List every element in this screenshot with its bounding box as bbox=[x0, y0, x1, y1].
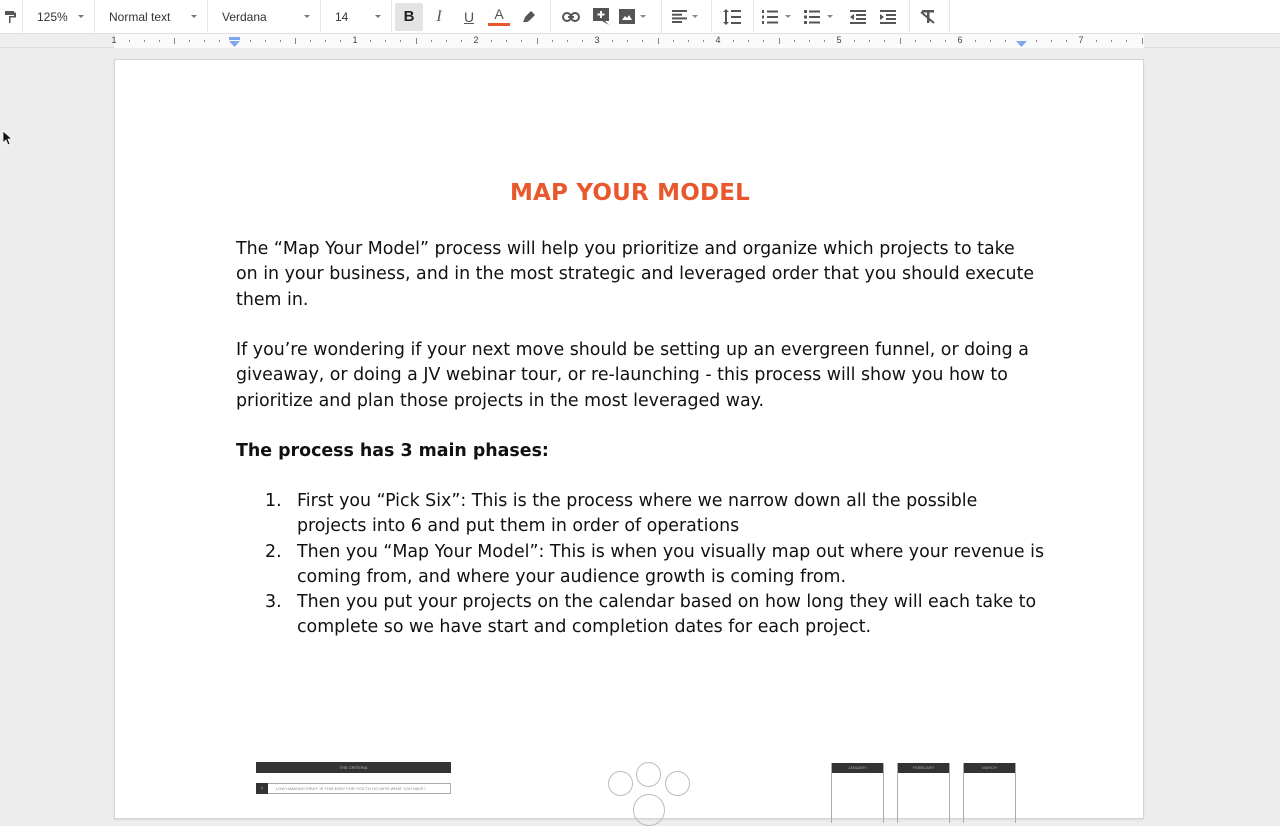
calendar-month: JANUARY bbox=[832, 763, 883, 773]
ruler-tick bbox=[1066, 40, 1067, 42]
ruler-label: 5 bbox=[836, 35, 842, 45]
ruler-tick bbox=[673, 40, 674, 42]
ruler-tick bbox=[174, 38, 175, 44]
criteria-header: THE CRITERIA bbox=[256, 762, 451, 773]
link-icon bbox=[562, 12, 580, 22]
chevron-down-icon bbox=[191, 15, 197, 18]
ruler-tick bbox=[990, 40, 991, 42]
toolbar bbox=[0, 0, 1280, 34]
ruler-tick bbox=[491, 40, 492, 42]
insert-link-button[interactable] bbox=[557, 3, 585, 31]
ruler-tick bbox=[400, 40, 401, 42]
chevron-down-icon bbox=[827, 15, 833, 18]
clear-formatting-icon bbox=[920, 10, 936, 24]
ruler-tick bbox=[612, 40, 613, 42]
chevron-down-icon bbox=[785, 15, 791, 18]
paint-roller-icon bbox=[5, 10, 17, 24]
list-number: 3. bbox=[265, 592, 282, 613]
list-text: Then you put your projects on the calendar based on how long they will each take to complete so we have start and completion dates for each project. bbox=[297, 592, 1037, 638]
add-comment-icon bbox=[593, 8, 609, 25]
ruler-tick bbox=[900, 38, 901, 44]
decrease-indent-icon bbox=[850, 10, 866, 24]
clear-formatting-button[interactable] bbox=[914, 3, 942, 31]
ruler-tick bbox=[1036, 40, 1037, 42]
ruler-label: 4 bbox=[715, 35, 721, 45]
font-value: Verdana bbox=[222, 9, 267, 24]
ruler-tick bbox=[537, 38, 538, 44]
circle-shape bbox=[665, 771, 690, 796]
ruler-tick bbox=[431, 40, 432, 42]
ruler-tick bbox=[854, 40, 855, 42]
separator bbox=[949, 0, 950, 34]
ruler-tick bbox=[385, 40, 386, 42]
ruler-tick bbox=[1096, 40, 1097, 42]
ruler-tick bbox=[325, 40, 326, 42]
ruler-tick bbox=[1005, 40, 1006, 42]
insert-image-icon bbox=[619, 9, 635, 24]
chevron-down-icon bbox=[640, 15, 646, 18]
ruler-tick bbox=[310, 40, 311, 42]
decrease-indent-button[interactable] bbox=[844, 3, 872, 31]
ruler-tick bbox=[930, 40, 931, 42]
ruler-tick bbox=[884, 40, 885, 42]
right-indent-marker[interactable] bbox=[1016, 38, 1027, 48]
list-number: 2. bbox=[265, 541, 282, 562]
separator bbox=[711, 0, 712, 34]
ruler-tick bbox=[461, 40, 462, 42]
increase-indent-button[interactable] bbox=[874, 3, 902, 31]
ruler-tick bbox=[733, 40, 734, 42]
line-spacing-button[interactable] bbox=[718, 3, 746, 31]
ruler-tick bbox=[159, 40, 160, 42]
ruler-tick bbox=[794, 40, 795, 42]
ruler-tick bbox=[506, 40, 507, 42]
document-canvas bbox=[0, 49, 1280, 800]
ruler-label: 2 bbox=[473, 35, 479, 45]
list-item bbox=[265, 590, 1045, 641]
bulleted-list-icon bbox=[804, 10, 820, 24]
ruler-tick bbox=[703, 40, 704, 42]
list-item bbox=[265, 489, 1045, 540]
ruler-tick bbox=[1051, 40, 1052, 42]
style-value: Normal text bbox=[109, 9, 171, 24]
ruler-tick bbox=[567, 40, 568, 42]
list-text: Then you “Map Your Model”: This is when you visually map out where your revenue is coming from, and where your audience growth is coming from. bbox=[297, 541, 1045, 587]
model-map-image[interactable] bbox=[605, 760, 705, 820]
ruler-tick bbox=[688, 40, 689, 42]
document-title: MAP YOUR MODEL bbox=[509, 180, 751, 206]
calendar-column[interactable] bbox=[963, 763, 1016, 823]
ruler-tick bbox=[250, 40, 251, 42]
circle-shape bbox=[636, 762, 661, 787]
mouse-pointer-icon bbox=[3, 131, 13, 147]
paint-format-button[interactable] bbox=[0, 4, 22, 30]
ruler-tick bbox=[446, 40, 447, 42]
ruler-tick bbox=[552, 40, 553, 42]
separator bbox=[550, 0, 551, 34]
numbered-list-button[interactable] bbox=[760, 3, 797, 31]
ruler-tick bbox=[642, 40, 643, 42]
ruler-tick bbox=[915, 40, 916, 42]
highlight-button[interactable] bbox=[515, 3, 543, 31]
bold-button[interactable] bbox=[395, 3, 423, 31]
ruler-tick bbox=[1126, 40, 1127, 42]
ruler-tick bbox=[582, 40, 583, 42]
zoom-select[interactable] bbox=[23, 0, 94, 34]
increase-indent-icon bbox=[880, 10, 896, 24]
font-size-select[interactable] bbox=[321, 0, 391, 34]
zoom-value: 125% bbox=[37, 9, 68, 24]
separator bbox=[661, 0, 662, 34]
italic-icon: I bbox=[436, 7, 442, 25]
left-indent-marker[interactable] bbox=[229, 37, 240, 47]
ruler-scale bbox=[111, 34, 1144, 48]
list-item bbox=[265, 540, 1045, 591]
ruler-label: 1 bbox=[111, 35, 117, 45]
ruler-label: 3 bbox=[594, 35, 600, 45]
calendar-month: FEBRUARY bbox=[898, 763, 949, 773]
phases-heading: The process has 3 main phases: bbox=[236, 441, 549, 461]
bulleted-list-button[interactable] bbox=[802, 3, 839, 31]
italic-button[interactable] bbox=[425, 3, 453, 31]
chevron-down-icon bbox=[375, 15, 381, 18]
separator bbox=[753, 0, 754, 34]
ruler-tick bbox=[416, 38, 417, 44]
text-color-icon: A bbox=[494, 6, 504, 22]
list-text: First you “Pick Six”: This is the process where we narrow down all the possible projects into 6 and put them in order of operations bbox=[297, 491, 978, 537]
underline-button[interactable] bbox=[455, 3, 483, 31]
ruler-tick bbox=[129, 40, 130, 42]
ruler-tick bbox=[1142, 38, 1143, 44]
ruler-tick bbox=[189, 40, 190, 42]
criteria-row bbox=[256, 783, 451, 794]
calendar-column[interactable] bbox=[897, 763, 950, 823]
criteria-row-number: 1 bbox=[256, 783, 268, 794]
font-size-value: 14 bbox=[335, 9, 349, 24]
chevron-down-icon bbox=[304, 15, 310, 18]
ruler-label: 6 bbox=[957, 35, 963, 45]
calendar-column[interactable] bbox=[831, 763, 884, 823]
ruler-tick bbox=[521, 40, 522, 42]
ruler-tick bbox=[763, 40, 764, 42]
ruler-label: 7 bbox=[1078, 35, 1084, 45]
circle-shape bbox=[633, 794, 665, 826]
chevron-down-icon bbox=[692, 15, 698, 18]
underline-icon: U bbox=[463, 8, 475, 25]
ruler-tick bbox=[809, 40, 810, 42]
insert-image-button[interactable] bbox=[617, 3, 652, 31]
ruler-label: 1 bbox=[352, 35, 358, 45]
font-select[interactable] bbox=[208, 0, 320, 34]
phases-list bbox=[265, 489, 1045, 641]
text-color-button[interactable] bbox=[485, 3, 513, 31]
ruler-tick bbox=[869, 40, 870, 42]
ruler[interactable] bbox=[0, 34, 1280, 48]
ruler-tick bbox=[824, 40, 825, 42]
ruler-tick bbox=[295, 38, 296, 44]
ruler-tick bbox=[945, 40, 946, 42]
style-select[interactable] bbox=[95, 0, 207, 34]
second-paragraph: If you’re wondering if your next move should be setting up an evergreen funnel, or doing a giveaway, or doing a JV webinar tour, or re-launching - this process will show you how to prioritize and plan those projects in the most leveraged way. bbox=[236, 340, 1029, 411]
ruler-tick bbox=[370, 40, 371, 42]
criteria-row-text: LOW HANGING FRUIT: IS THIS EASY FOR YOU TO DO WITH WHAT YOU HAVE? bbox=[276, 786, 426, 791]
text-color-swatch bbox=[488, 23, 510, 26]
numbered-list-icon bbox=[762, 10, 778, 24]
ruler-tick bbox=[280, 40, 281, 42]
list-number: 1. bbox=[265, 491, 282, 511]
add-comment-button[interactable] bbox=[587, 3, 615, 31]
align-button[interactable] bbox=[670, 3, 704, 31]
circle-shape bbox=[608, 771, 633, 796]
calendar-month: MARCH bbox=[964, 763, 1015, 773]
ruler-tick bbox=[265, 40, 266, 42]
criteria-image[interactable] bbox=[256, 762, 451, 794]
ruler-tick bbox=[204, 40, 205, 42]
separator bbox=[909, 0, 910, 34]
ruler-tick bbox=[1111, 40, 1112, 42]
ruler-tick bbox=[340, 40, 341, 42]
align-left-icon bbox=[672, 10, 687, 23]
highlighter-icon bbox=[522, 10, 536, 24]
ruler-tick bbox=[658, 38, 659, 44]
ruler-tick bbox=[748, 40, 749, 42]
ruler-tick bbox=[975, 40, 976, 42]
line-spacing-icon bbox=[723, 9, 741, 25]
document-page[interactable] bbox=[114, 59, 1144, 819]
ruler-tick bbox=[627, 40, 628, 42]
ruler-tick bbox=[779, 38, 780, 44]
ruler-tick bbox=[144, 40, 145, 42]
ruler-tick bbox=[219, 40, 220, 42]
bold-icon: B bbox=[403, 8, 415, 25]
intro-paragraph: The “Map Your Model” process will help you prioritize and organize which projects to take on in your business, and in the most strategic and leveraged order that you should execute them in. bbox=[236, 239, 1035, 310]
chevron-down-icon bbox=[78, 15, 84, 18]
separator bbox=[391, 0, 392, 34]
